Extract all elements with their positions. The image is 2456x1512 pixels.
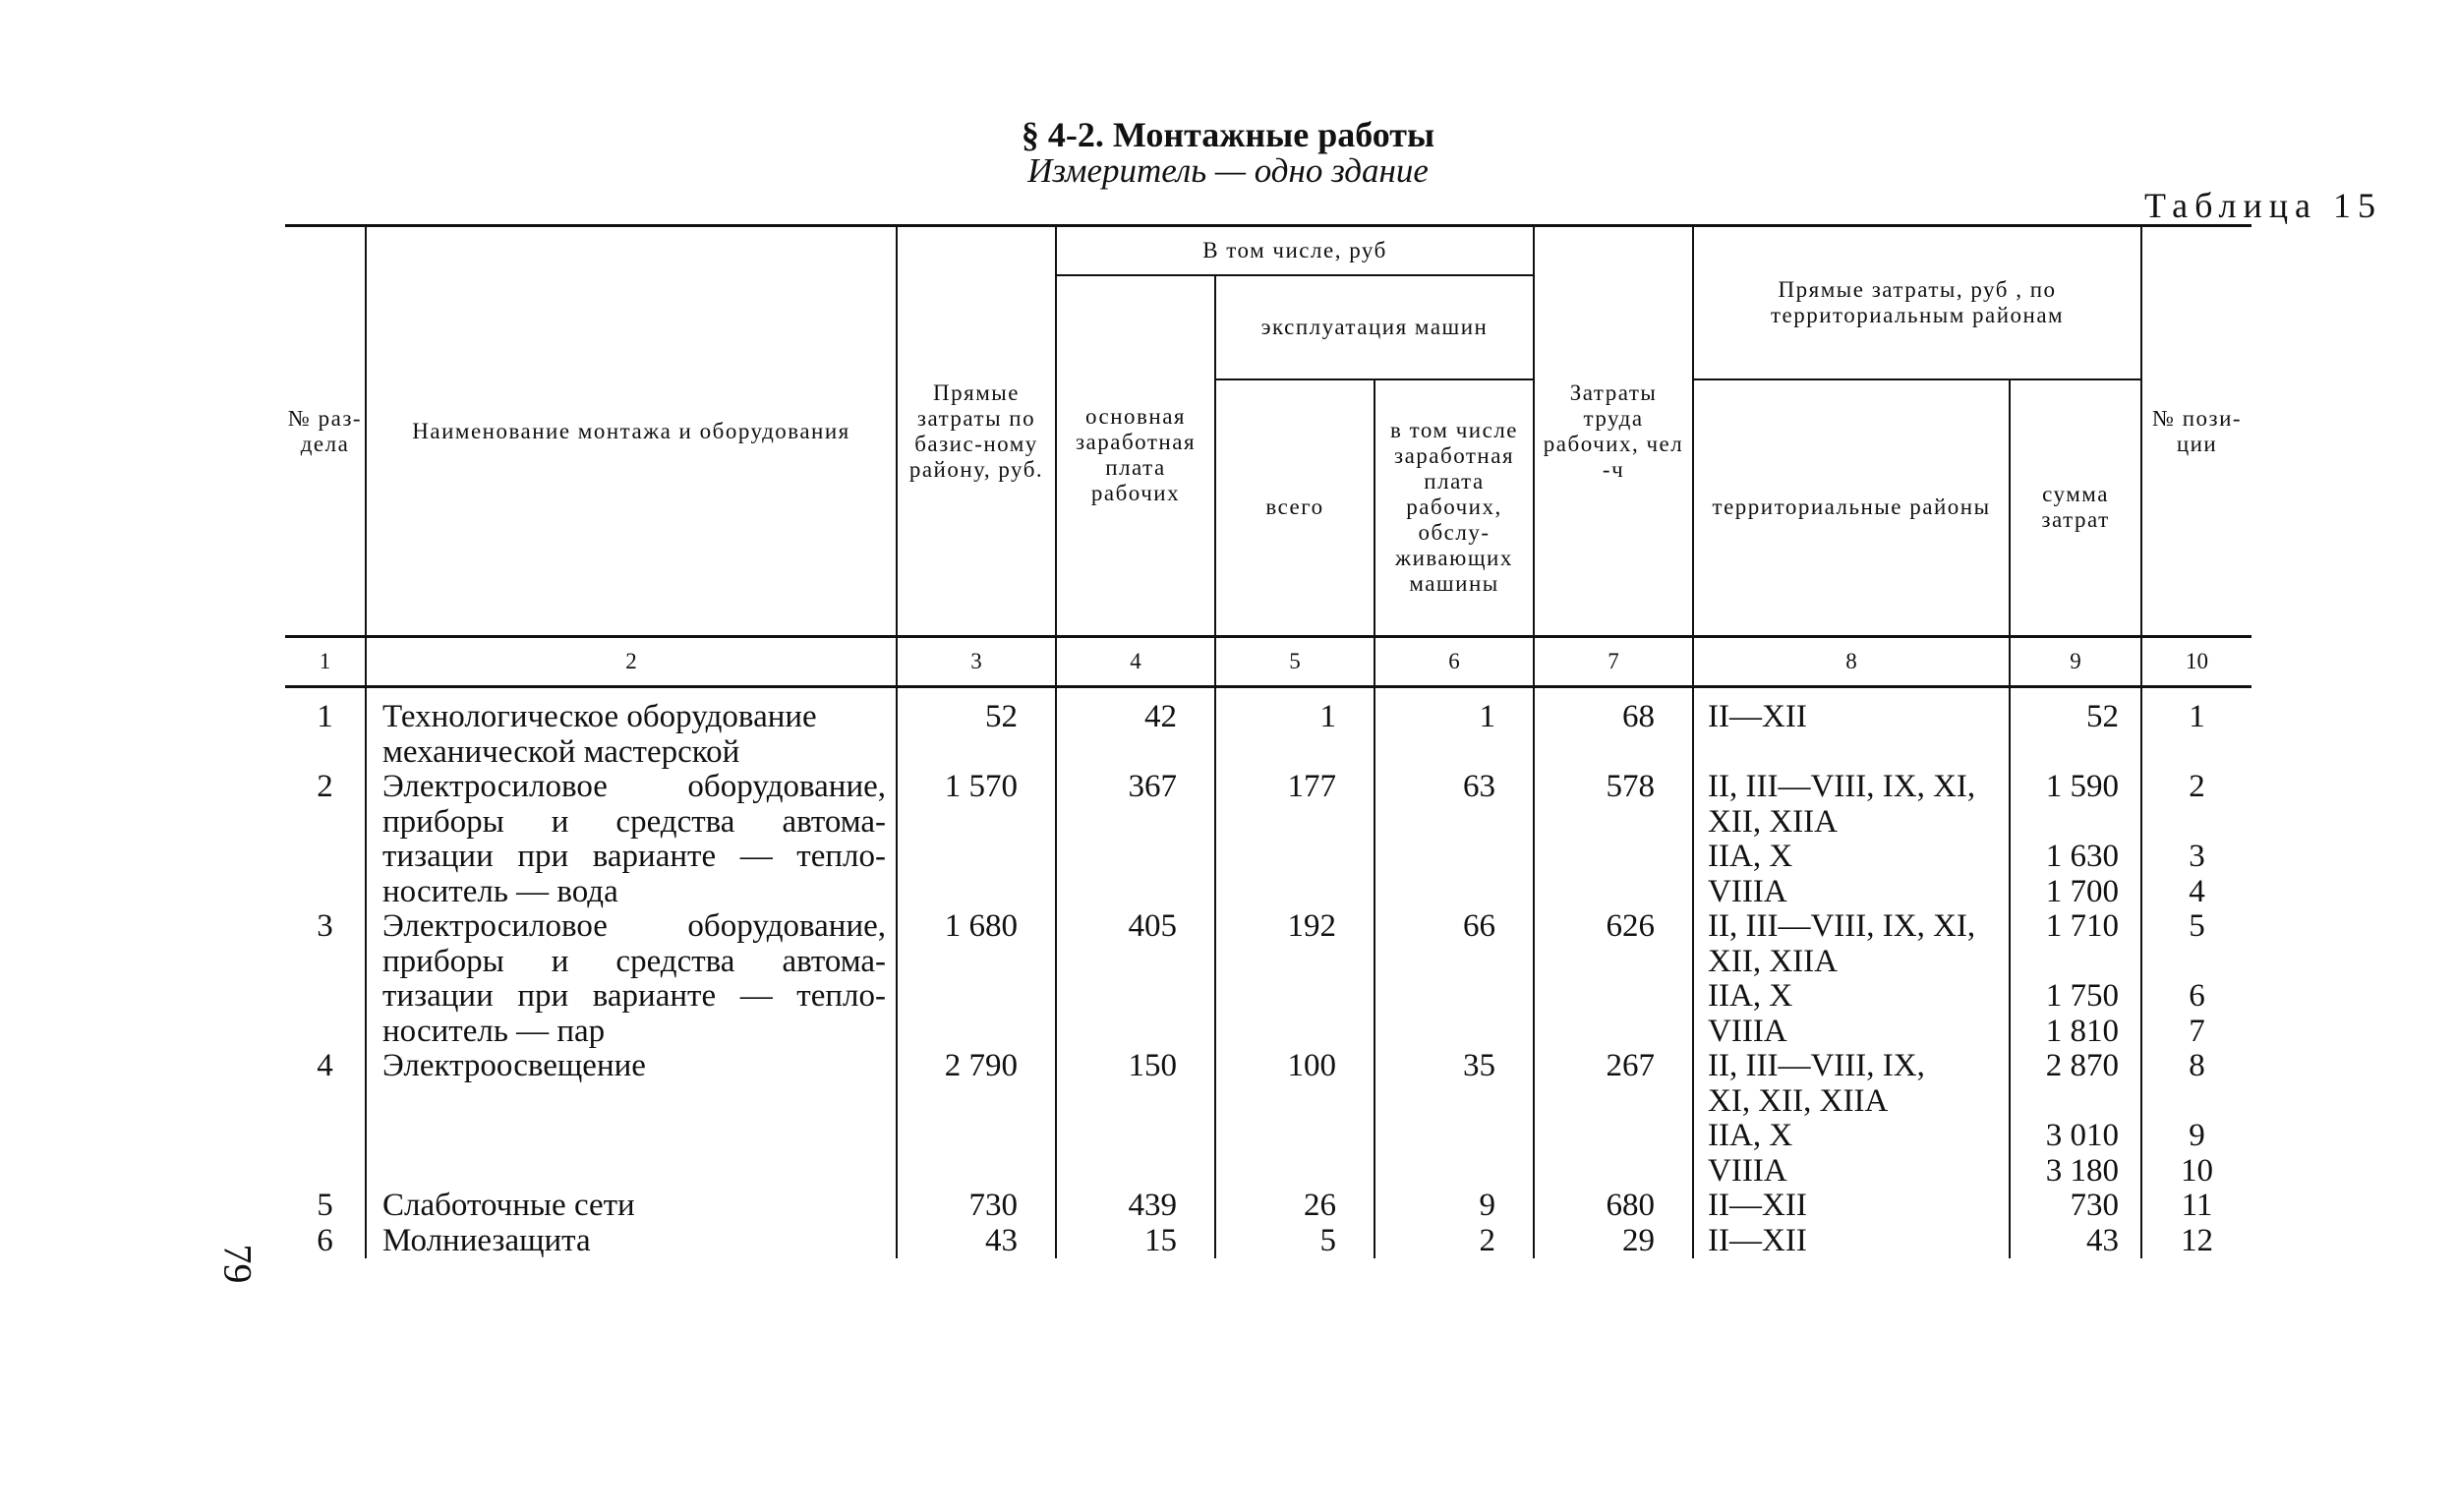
work-name-line: носитель — вода <box>382 873 618 909</box>
regions <box>1693 909 2010 1049</box>
machines-wage: 1 <box>1374 687 1534 771</box>
position-no-value: 4 <box>2189 873 2205 909</box>
base-wage: 150 <box>1056 1049 1215 1189</box>
machines-wage: 35 <box>1374 1049 1534 1189</box>
region-sum-value: 1 700 <box>2045 873 2120 909</box>
regions-line: II, III—VIII, IX, <box>1708 1048 1925 1083</box>
region-sum <box>2010 1224 2141 1259</box>
position-no-value: 8 <box>2189 1048 2205 1083</box>
col-number: 2 <box>366 637 897 687</box>
work-name-line: приборы и средства автома- <box>382 803 886 840</box>
labor-hours: 578 <box>1534 770 1693 909</box>
position-no-value: 10 <box>2181 1152 2214 1189</box>
work-name-line: тизации при варианте — тепло- <box>382 978 886 1014</box>
direct-costs: 43 <box>897 1224 1056 1259</box>
col-number: 1 <box>285 637 366 687</box>
machines-wage: 9 <box>1374 1189 1534 1224</box>
table-row <box>285 909 2251 1049</box>
direct-costs: 1 680 <box>897 909 1056 1049</box>
table-row <box>285 770 2251 909</box>
regions-line: IIA, X <box>1708 978 1793 1014</box>
machines-total: 5 <box>1215 1224 1374 1259</box>
measure-subheading: Измеритель — одно здание <box>1027 151 1429 190</box>
machines-wage: 66 <box>1374 909 1534 1049</box>
work-name-line: носитель — пар <box>382 1013 606 1049</box>
col-number: 10 <box>2141 637 2251 687</box>
work-name-line: Электросиловое оборудование, <box>382 769 886 804</box>
region-sum-value: 1 810 <box>2045 1013 2120 1049</box>
region-sum-value: 1 590 <box>2045 769 2120 804</box>
region-sum <box>2010 1049 2141 1189</box>
work-name <box>366 1049 897 1189</box>
direct-costs: 730 <box>897 1189 1056 1224</box>
regions <box>1693 1189 2010 1224</box>
header-group-machines: эксплуатация машин <box>1215 275 1534 379</box>
work-name-line: Слаботочные сети <box>382 1188 635 1223</box>
regions <box>1693 687 2010 771</box>
regions-line: XI, XII, XIIA <box>1708 1082 1889 1119</box>
labor-hours: 68 <box>1534 687 1693 771</box>
position-no-value: 12 <box>2181 1222 2214 1258</box>
section-no: 1 <box>285 687 366 771</box>
cost-table <box>285 224 2251 1258</box>
position-no-value: 5 <box>2189 908 2205 944</box>
region-sum-value: 2 870 <box>2045 1048 2120 1083</box>
machines-wage: 63 <box>1374 770 1534 909</box>
col-number: 8 <box>1693 637 2010 687</box>
position-no-value: 11 <box>2181 1188 2213 1223</box>
region-sum-value: 52 <box>2086 699 2120 734</box>
section-no: 3 <box>285 909 366 1049</box>
position-no-value: 7 <box>2189 1013 2205 1049</box>
table-row <box>285 1189 2251 1224</box>
region-sum <box>2010 909 2141 1049</box>
base-wage: 42 <box>1056 687 1215 771</box>
page-number: 79 <box>215 1244 261 1284</box>
machines-total: 100 <box>1215 1049 1374 1189</box>
work-name-line: Электросиловое оборудование, <box>382 908 886 944</box>
regions-line: II—XII <box>1708 699 1807 734</box>
position-no-value: 3 <box>2189 839 2205 874</box>
position-no <box>2141 909 2251 1049</box>
section-heading: § 4-2. Монтажные работы <box>1021 115 1435 154</box>
col-number: 3 <box>897 637 1056 687</box>
section-no: 5 <box>285 1189 366 1224</box>
table-row <box>285 1049 2251 1189</box>
work-name-line: Молниезащита <box>382 1222 591 1258</box>
table-row <box>285 687 2251 771</box>
position-no-value: 2 <box>2189 769 2205 804</box>
base-wage: 405 <box>1056 909 1215 1049</box>
table-label: Таблица 15 <box>2144 186 2382 225</box>
work-name-line: приборы и средства автома- <box>382 943 886 979</box>
machines-total: 177 <box>1215 770 1374 909</box>
table-row <box>285 1224 2251 1259</box>
labor-hours: 267 <box>1534 1049 1693 1189</box>
regions-line: XII, XIIA <box>1708 803 1838 840</box>
direct-costs: 52 <box>897 687 1056 771</box>
header-regions: территориальные районы <box>1693 379 2010 637</box>
header-sum: сумма затрат <box>2010 379 2141 637</box>
work-name-line: тизации при варианте — тепло- <box>382 839 886 874</box>
base-wage: 367 <box>1056 770 1215 909</box>
position-no <box>2141 770 2251 909</box>
header-group-including: В том числе, руб <box>1056 226 1534 275</box>
region-sum-value: 3 180 <box>2045 1152 2120 1189</box>
direct-costs: 2 790 <box>897 1049 1056 1189</box>
work-name <box>366 770 897 909</box>
header-position-no: № пози-ции <box>2141 226 2251 637</box>
machines-wage: 2 <box>1374 1224 1534 1259</box>
machines-total: 1 <box>1215 687 1374 771</box>
position-no <box>2141 1189 2251 1224</box>
labor-hours: 680 <box>1534 1189 1693 1224</box>
position-no-value: 9 <box>2189 1118 2205 1153</box>
col-number: 4 <box>1056 637 1215 687</box>
regions-line: II, III—VIII, IX, XI, <box>1708 908 1976 944</box>
labor-hours: 626 <box>1534 909 1693 1049</box>
col-number: 9 <box>2010 637 2141 687</box>
machines-total: 192 <box>1215 909 1374 1049</box>
position-no <box>2141 1049 2251 1189</box>
col-number: 5 <box>1215 637 1374 687</box>
work-name-line: механической мастерской <box>382 733 740 770</box>
col-number: 6 <box>1374 637 1534 687</box>
work-name <box>366 1189 897 1224</box>
region-sum-value: 43 <box>2086 1222 2120 1258</box>
region-sum-value: 1 750 <box>2045 978 2120 1014</box>
header-name: Наименование монтажа и оборудования <box>366 226 897 637</box>
section-no: 6 <box>285 1224 366 1259</box>
region-sum-value: 1 710 <box>2045 908 2120 944</box>
machines-total: 26 <box>1215 1189 1374 1224</box>
header-machines-total: всего <box>1215 379 1374 637</box>
section-no: 2 <box>285 770 366 909</box>
regions <box>1693 770 2010 909</box>
section-no: 4 <box>285 1049 366 1189</box>
regions-line: IIA, X <box>1708 1118 1793 1153</box>
work-name <box>366 909 897 1049</box>
regions-line: IIA, X <box>1708 839 1793 874</box>
base-wage: 15 <box>1056 1224 1215 1259</box>
header-section-no: № раз-дела <box>285 226 366 637</box>
position-no <box>2141 1224 2251 1259</box>
regions-line: XII, XIIA <box>1708 943 1838 979</box>
header-labor: Затраты труда рабочих, чел -ч <box>1534 226 1693 637</box>
regions-line: VIIIA <box>1708 1152 1787 1189</box>
work-name-line: Электроосвещение <box>382 1048 646 1083</box>
header-direct-costs: Прямые затраты по базис-ному району, руб. <box>897 226 1056 637</box>
position-no-value: 1 <box>2189 699 2205 734</box>
header-group-direct: Прямые затраты, руб , по территориальным районам <box>1693 226 2141 379</box>
direct-costs: 1 570 <box>897 770 1056 909</box>
regions-line: II—XII <box>1708 1222 1807 1258</box>
base-wage: 439 <box>1056 1189 1215 1224</box>
header-base-wage: основная заработная плата рабочих <box>1056 275 1215 637</box>
region-sum-value: 730 <box>2070 1188 2120 1223</box>
regions-line: VIIIA <box>1708 1013 1787 1049</box>
regions <box>1693 1224 2010 1259</box>
regions <box>1693 1049 2010 1189</box>
header-machines-wage: в том числе заработная плата рабочих, обслу-живающих машины <box>1374 379 1534 637</box>
column-numbers-row <box>285 637 2251 687</box>
labor-hours: 29 <box>1534 1224 1693 1259</box>
regions-line: VIIIA <box>1708 873 1787 909</box>
position-no <box>2141 687 2251 771</box>
work-name-line: Технологическое оборудование <box>382 699 817 734</box>
region-sum <box>2010 1189 2141 1224</box>
position-no-value: 6 <box>2189 978 2205 1014</box>
regions-line: II, III—VIII, IX, XI, <box>1708 769 1976 804</box>
work-name <box>366 1224 897 1259</box>
regions-line: II—XII <box>1708 1188 1807 1223</box>
work-name <box>366 687 897 771</box>
region-sum-value: 3 010 <box>2045 1118 2120 1153</box>
col-number: 7 <box>1534 637 1693 687</box>
region-sum <box>2010 770 2141 909</box>
region-sum-value: 1 630 <box>2045 839 2120 874</box>
region-sum <box>2010 687 2141 771</box>
